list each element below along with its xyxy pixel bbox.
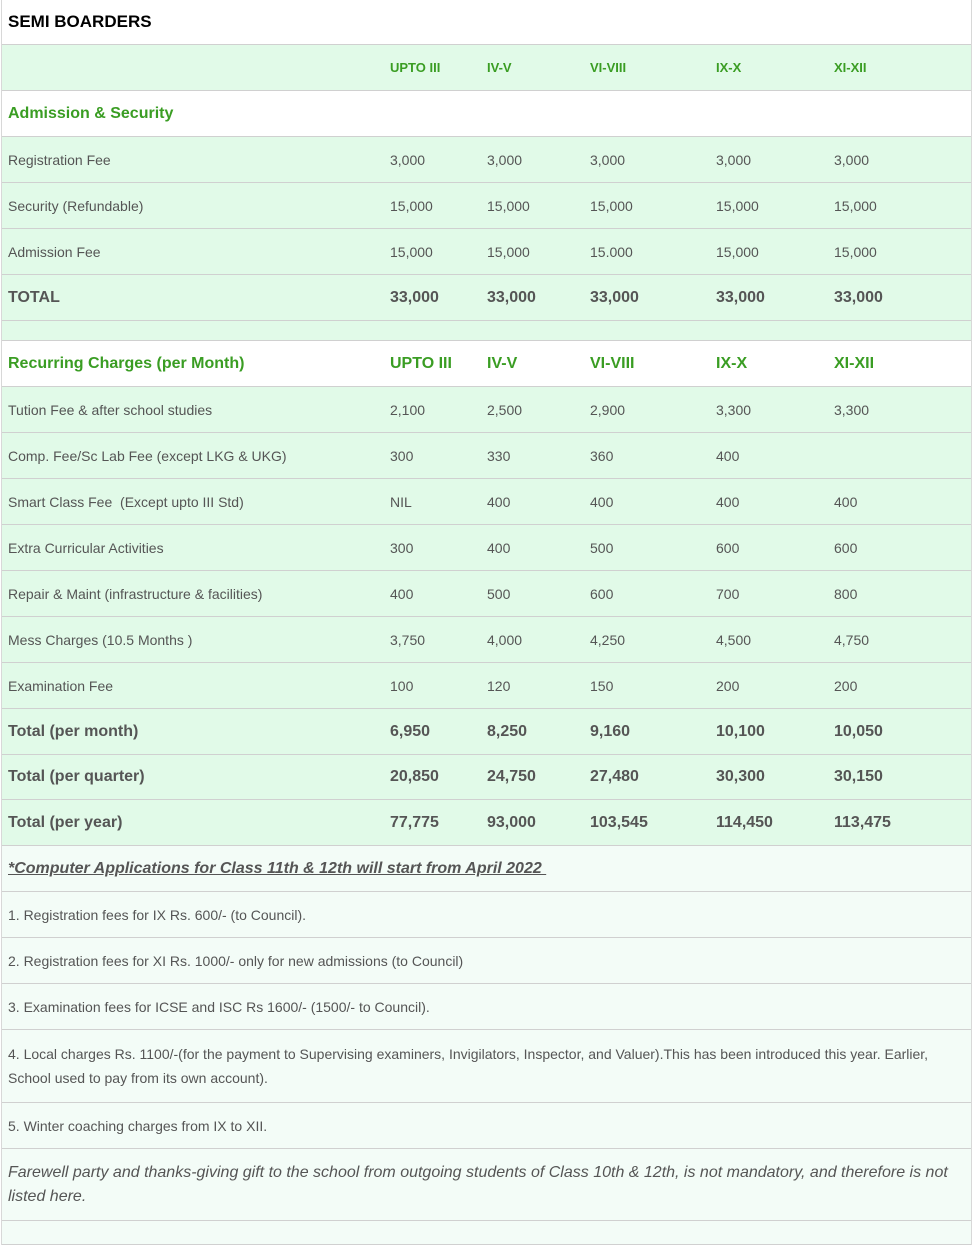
table-cell: 15,000	[487, 243, 530, 260]
table-cell: 4,750	[834, 631, 870, 648]
note-item: 4. Local charges Rs. 1100/-(for the payment to Supervising examiners, Invigilators, Inspector, and Valuer).This has been introduced this year. Earlier, School used to pay from its own account).	[8, 1046, 929, 1086]
title-row	[2, 0, 971, 45]
row-label: TOTAL	[8, 288, 60, 306]
table-cell: 600	[590, 585, 614, 602]
table-cell: 3,750	[390, 631, 426, 648]
column-header: XI-XII	[834, 354, 875, 372]
section-heading-row	[2, 341, 971, 387]
table-row	[2, 479, 971, 525]
table-cell: 600	[716, 539, 740, 556]
table-cell: 33,000	[834, 288, 883, 306]
note-row	[2, 846, 971, 892]
computer-applications-note: *Computer Applications for Class 11th & 12th will start from April 2022	[8, 859, 547, 877]
table-cell: 3,000	[590, 151, 626, 168]
table-cell: 93,000	[487, 813, 536, 831]
table-cell: 10,050	[834, 722, 883, 740]
table-cell: 15,000	[716, 243, 759, 260]
table-cell: 360	[590, 447, 614, 464]
note-item: 5. Winter coaching charges from IX to XII.	[8, 1117, 268, 1134]
table-row	[2, 571, 971, 617]
table-cell: 10,100	[716, 722, 765, 740]
table-cell: 15,000	[716, 197, 759, 214]
table-cell: 24,750	[487, 768, 536, 785]
row-label: Comp. Fee/Sc Lab Fee (except LKG & UKG)	[8, 447, 287, 464]
fee-table	[1, 0, 972, 1245]
column-header: IX-X	[716, 354, 748, 372]
table-cell: 3,000	[390, 151, 426, 168]
note-row	[2, 1103, 971, 1149]
table-cell: 33,000	[716, 288, 765, 306]
column-header: IV-V	[487, 60, 512, 75]
total-row	[2, 709, 971, 755]
note-item: 2. Registration fees for XI Rs. 1000/- only for new admissions (to Council)	[8, 952, 464, 969]
table-cell: 2,900	[590, 401, 626, 418]
row-label: Security (Refundable)	[8, 197, 144, 214]
table-cell: 500	[487, 585, 511, 602]
table-cell: 330	[487, 447, 511, 464]
note-row	[2, 984, 971, 1030]
table-cell: 15,000	[390, 197, 433, 214]
column-header: IX-X	[716, 60, 742, 75]
row-label: Total (per year)	[8, 813, 123, 831]
total-row	[2, 800, 971, 846]
table-row	[2, 229, 971, 275]
table-cell: 300	[390, 447, 414, 464]
table-cell: 400	[716, 493, 740, 510]
table-row	[2, 617, 971, 663]
column-header: IV-V	[487, 354, 518, 372]
table-cell: 500	[590, 539, 614, 556]
note-row	[2, 1030, 971, 1103]
table-cell: 120	[487, 677, 511, 694]
table-cell: 800	[834, 585, 858, 602]
note-row	[2, 938, 971, 984]
table-row	[2, 433, 971, 479]
spacer-row	[2, 321, 971, 341]
table-cell: 400	[487, 493, 511, 510]
end-row	[2, 1221, 971, 1245]
table-cell: 200	[716, 677, 740, 694]
table-row	[2, 183, 971, 229]
row-label: Registration Fee	[8, 151, 111, 168]
table-row	[2, 663, 971, 709]
table-cell: 103,545	[590, 813, 648, 831]
column-header: VI-VIII	[590, 60, 627, 75]
table-cell: 200	[834, 677, 858, 694]
row-label: Examination Fee	[8, 677, 114, 694]
row-label: Total (per quarter)	[8, 768, 145, 785]
section-heading: Admission & Security	[8, 104, 174, 122]
section-heading: Recurring Charges (per Month)	[8, 354, 245, 372]
table-cell: 2,500	[487, 401, 523, 418]
table-row	[2, 525, 971, 571]
table-cell: 15,000	[590, 197, 633, 214]
table-cell: 4,250	[590, 631, 626, 648]
table-cell: 400	[390, 585, 414, 602]
table-cell: 100	[390, 677, 414, 694]
table-cell: 30,300	[716, 768, 765, 785]
column-header: UPTO III	[390, 354, 452, 372]
table-cell: 4,500	[716, 631, 752, 648]
table-cell: 3,300	[716, 401, 752, 418]
table-cell: 114,450	[716, 813, 773, 831]
table-cell: 8,250	[487, 722, 528, 740]
table-cell: 700	[716, 585, 740, 602]
table-row	[2, 137, 971, 183]
table-cell: 15,000	[487, 197, 530, 214]
table-cell: 4,000	[487, 631, 523, 648]
farewell-note: Farewell party and thanks-giving gift to the school from outgoing students of Class 10th & 12th, is not mandatory, and therefore is not listed here.	[8, 1163, 948, 1205]
table-cell: 15,000	[390, 243, 433, 260]
table-cell: 33,000	[487, 288, 536, 306]
table-cell: 400	[487, 539, 511, 556]
table-cell: 3,000	[487, 151, 523, 168]
table-cell: 300	[390, 539, 414, 556]
table-cell: 6,950	[390, 722, 431, 740]
total-row	[2, 275, 971, 321]
table-cell: 400	[716, 447, 740, 464]
table-cell: 2,100	[390, 401, 426, 418]
table-cell: 20,850	[390, 768, 439, 785]
table-cell: 3,300	[834, 401, 870, 418]
table-cell: 400	[590, 493, 614, 510]
page-title: SEMI BOARDERS	[8, 12, 152, 31]
note-item: 3. Examination fees for ICSE and ISC Rs 1600/- (1500/- to Council).	[8, 998, 430, 1015]
table-cell: 15,000	[834, 197, 877, 214]
note-item: 1. Registration fees for IX Rs. 600/- (to Council).	[8, 906, 307, 923]
row-label: Total (per month)	[8, 722, 139, 740]
row-label: Extra Curricular Activities	[8, 539, 164, 556]
table-cell: NIL	[390, 493, 412, 510]
row-label: Admission Fee	[8, 243, 101, 260]
column-header: XI-XII	[834, 60, 867, 75]
total-row	[2, 755, 971, 800]
table-cell: 15,000	[834, 243, 877, 260]
table-cell: 33,000	[590, 288, 639, 306]
table-cell: 15.000	[590, 243, 633, 260]
table-cell: 77,775	[390, 813, 439, 831]
table-cell: 9,160	[590, 722, 631, 740]
row-label: Repair & Maint (infrastructure & facilities)	[8, 585, 263, 602]
column-header: UPTO III	[390, 60, 441, 75]
column-header-row	[2, 45, 971, 91]
table-cell: 600	[834, 539, 858, 556]
note-row	[2, 892, 971, 938]
table-cell: 27,480	[590, 768, 639, 785]
table-cell: 30,150	[834, 768, 883, 785]
row-label: Smart Class Fee (Except upto III Std)	[8, 493, 244, 510]
table-cell: 33,000	[390, 288, 439, 306]
table-cell: 150	[590, 677, 614, 694]
table-cell: 113,475	[834, 813, 891, 831]
column-header: VI-VIII	[590, 354, 635, 372]
table-cell: 400	[834, 493, 858, 510]
note-row	[2, 1149, 971, 1221]
row-label: Tution Fee & after school studies	[8, 401, 213, 418]
table-cell: 3,000	[834, 151, 870, 168]
table-row	[2, 387, 971, 433]
row-label: Mess Charges (10.5 Months )	[8, 631, 193, 648]
table-cell: 3,000	[716, 151, 752, 168]
section-heading-row	[2, 91, 971, 137]
